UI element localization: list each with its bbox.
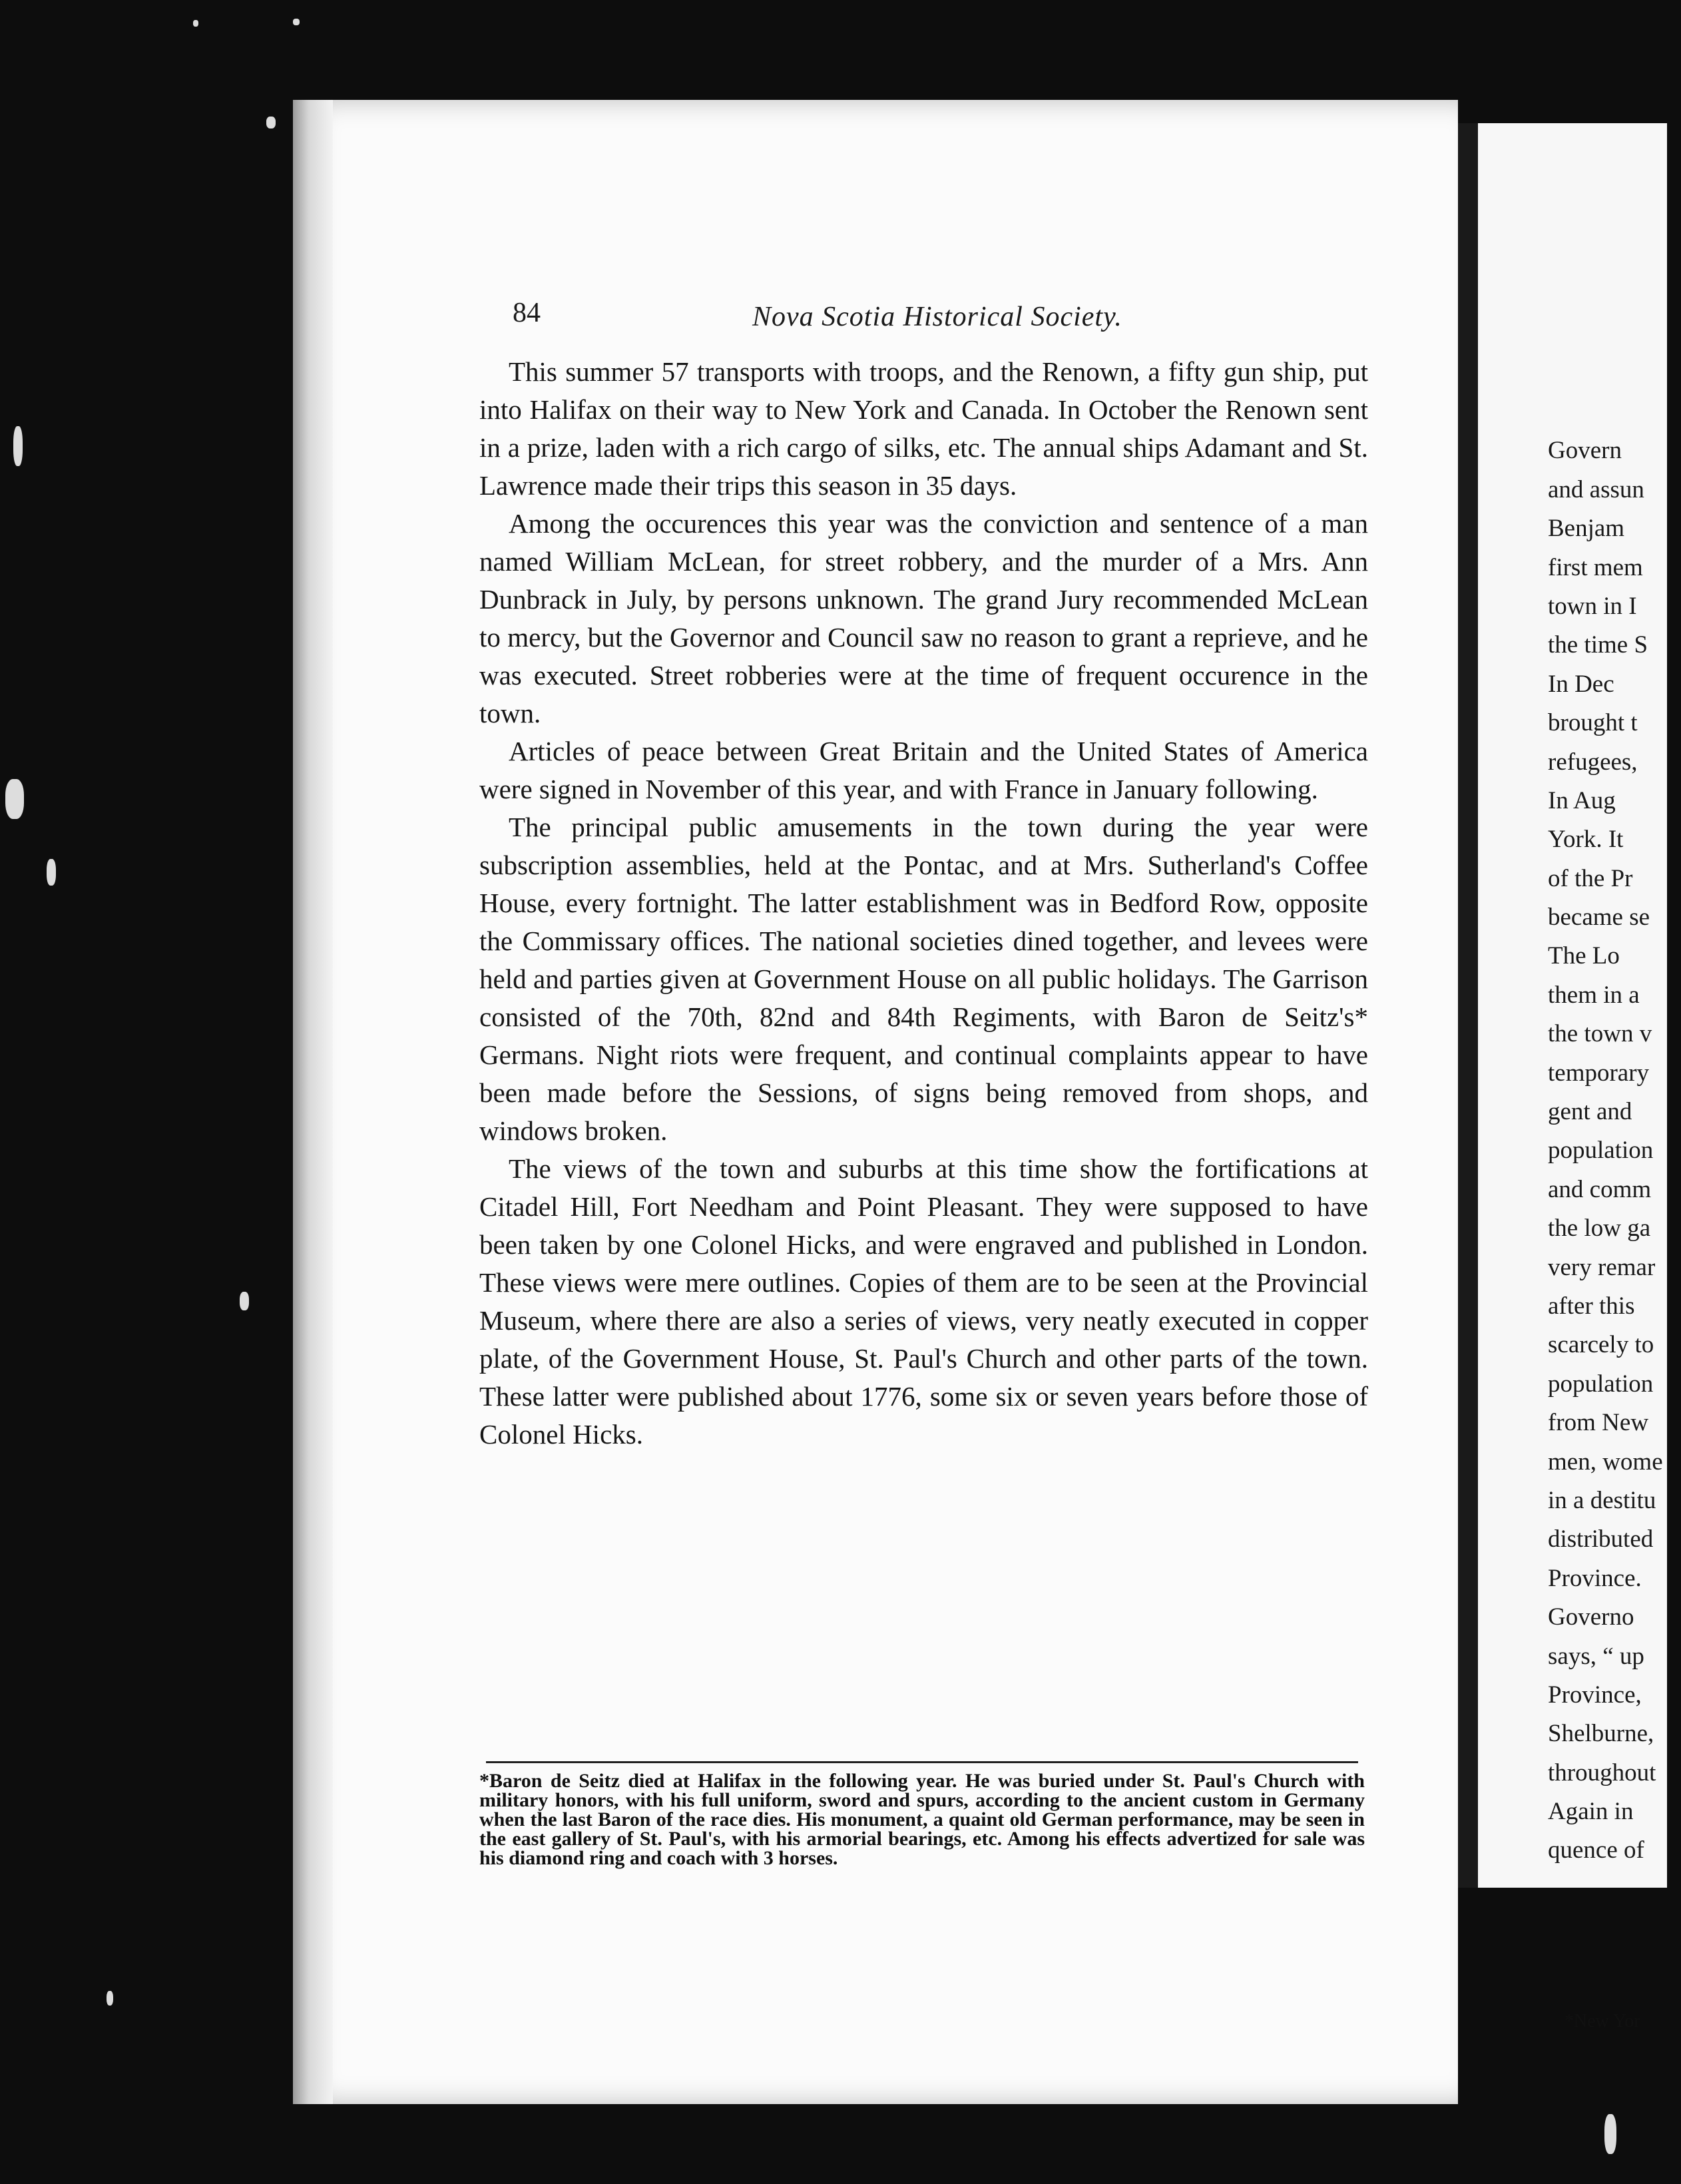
right-line: says, “ up [1548, 1642, 1644, 1670]
page-number: 84 [513, 298, 541, 328]
book-gutter [1458, 123, 1478, 1888]
right-line: town in I [1548, 592, 1637, 620]
right-line [1548, 393, 1681, 431]
body-text [479, 353, 1368, 1454]
right-line: refugees, [1548, 748, 1638, 776]
right-line: population [1548, 1370, 1654, 1398]
right-line: of the Pr [1548, 864, 1633, 892]
right-line: very remar [1548, 1253, 1656, 1281]
right-line: Governo [1548, 1603, 1634, 1631]
right-line: York. It [1548, 826, 1624, 854]
paragraph: The views of the town and suburbs at this time show the fortifications at Citadel Hill, Fort Needham and Point Pleasant. They were supposed to have been taken by one Colonel Hicks, and were engraved and published in London. These views were mere outlines. Copies of them are to be seen at the Provincial Museum, where there are also a series of views, very neatly executed in copper plate, of the Government House, St. Paul's Church and other parts of the town. These latter were published about 1776, some six or seven years before those of Colonel Hicks. [479, 1153, 1368, 1450]
right-line: after this [1548, 1292, 1635, 1320]
right-page-text [1548, 393, 1681, 1870]
right-line: Province, [1548, 1681, 1642, 1709]
footnote: *Baron de Seitz died at Halifax in the following year. He was buried under St. Paul's Church with military honors, with his full uniform, sword and spurs, according to the ancient custom in Germany when the last Baron of the race dies. His monument, a quaint old German performance, may be seen in the east gallery of St. Paul's, with his armorial bearings, etc. Among his effects advertized for sale was his diamond ring and coach with 3 horses. [479, 1770, 1365, 1869]
running-title: Nova Scotia Historical Society. [752, 302, 1122, 332]
right-line: from New [1548, 1409, 1649, 1437]
right-line: Province. [1548, 1564, 1642, 1592]
footnote-divider [486, 1761, 1358, 1763]
right-line: distributed [1548, 1525, 1654, 1553]
right-line: became se [1548, 904, 1650, 932]
right-line: Govern [1548, 437, 1622, 465]
right-line: the time S [1548, 631, 1648, 659]
right-line: brought t [1548, 709, 1638, 737]
right-line: men, wome [1548, 1448, 1663, 1476]
right-line: first mem [1548, 553, 1643, 581]
right-line: the town v [1548, 1020, 1652, 1048]
right-line: and assun [1548, 475, 1644, 503]
paragraph: Among the occurences this year was the conviction and sentence of a man named William McLean, for street robbery, and the murder of a Mrs. Ann Dunbrack in July, by persons unknown. The grand Jury recommended McLean to mercy, but the Governor and Council saw no reason to grant a reprieve, and he was executed. Street robberies were at the time of frequent occurence in the town. [479, 508, 1368, 728]
right-line: the low ga [1548, 1215, 1651, 1242]
paragraph: Articles of peace between Great Britain and the United States of America were signed in November of this year, and with France in January following. [479, 736, 1368, 804]
right-line: In Dec [1548, 670, 1614, 698]
right-line: and comm [1548, 1175, 1652, 1203]
right-line: them in a [1548, 981, 1640, 1009]
right-line: quence of [1548, 1836, 1644, 1864]
paragraph: The principal public amusements in the town during the year were subscription assemblies, held at the Pontac, and at Mrs. Sutherland's Coffee House, every fortnight. The latter establishment was in Bedford Row, opposite the Commissary offices. The national societies dined together, and levees were held and parties given at Government House on all public holidays. The Garrison consisted of the 70th, 82nd and 84th Regiments, with Baron de Seitz's* Germans. Night riots were frequent, and continual complaints appear to have been made before the Sessions, of signs being removed from shops, and windows broken. [479, 812, 1368, 1146]
right-line: throughout [1548, 1759, 1656, 1786]
right-line: In Aug [1548, 786, 1616, 814]
right-line: Benjam [1548, 515, 1625, 543]
right-book-page [1478, 123, 1667, 2032]
right-line: The Lo [1548, 942, 1620, 970]
paragraph: This summer 57 transports with troops, and the Renown, a fifty gun ship, put into Halifax on their way to New York and Canada. In October the Renown sent in a prize, laden with a rich cargo of silks, etc. The annual ships Adamant and St. Lawrence made their trips this season in 35 days. [479, 356, 1368, 501]
right-line: temporary [1548, 1059, 1650, 1087]
right-line: in a destitu [1548, 1486, 1656, 1514]
right-line: scarcely to [1548, 1331, 1654, 1359]
right-line: population [1548, 1137, 1654, 1165]
right-line: Shelburne, [1548, 1720, 1654, 1748]
right-line: Again in [1548, 1798, 1634, 1826]
right-page-footnote: *New Yor [1564, 2011, 1640, 2032]
right-line: gent and [1548, 1098, 1632, 1126]
page-header [513, 297, 1378, 337]
